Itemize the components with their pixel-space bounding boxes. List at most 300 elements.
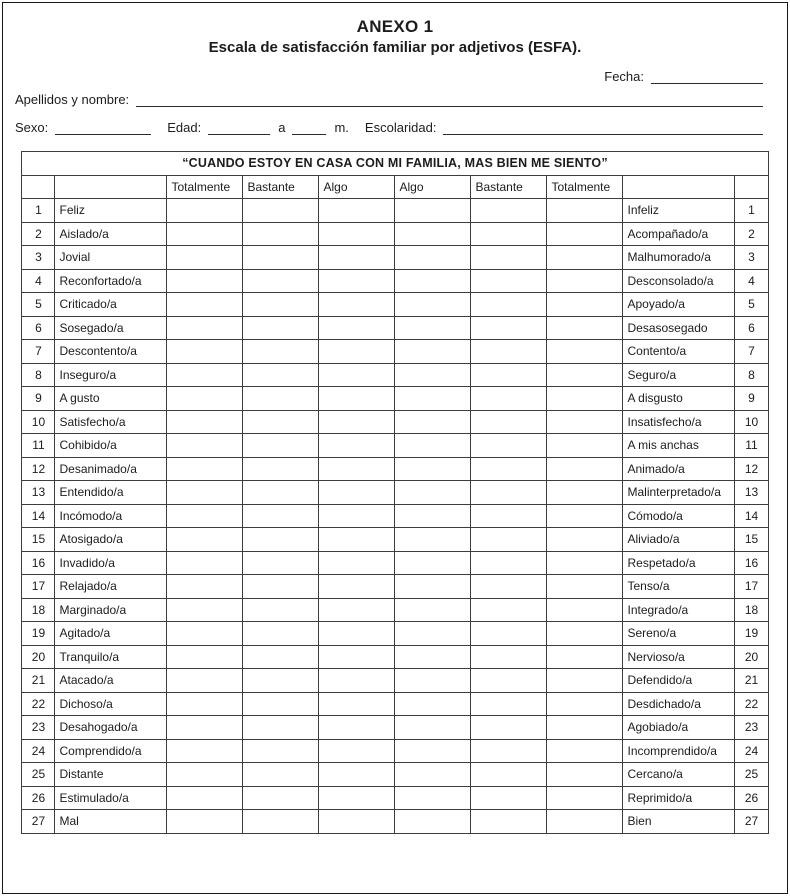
- rating-cell[interactable]: [471, 504, 547, 528]
- row-number-left: 15: [22, 528, 55, 552]
- adjective-right: Nervioso/a: [623, 645, 735, 669]
- rating-cell[interactable]: [243, 457, 319, 481]
- rating-cell[interactable]: [395, 246, 471, 270]
- scale-header-empty: [735, 175, 768, 199]
- row-number-right: 21: [735, 669, 768, 693]
- rating-cell[interactable]: [319, 363, 395, 387]
- adjective-left: Distante: [55, 763, 167, 787]
- rating-cell[interactable]: [395, 363, 471, 387]
- row-number-left: 25: [22, 763, 55, 787]
- adjective-left: Atosigado/a: [55, 528, 167, 552]
- rating-cell[interactable]: [167, 692, 243, 716]
- rating-cell[interactable]: [547, 669, 623, 693]
- row-number-left: 6: [22, 316, 55, 340]
- table-row: [22, 598, 768, 622]
- rating-cell[interactable]: [243, 622, 319, 646]
- rating-cell[interactable]: [471, 622, 547, 646]
- row-number-right: 3: [735, 246, 768, 270]
- rating-cell[interactable]: [471, 575, 547, 599]
- rating-cell[interactable]: [167, 551, 243, 575]
- rating-cell[interactable]: [547, 739, 623, 763]
- rating-cell[interactable]: [167, 645, 243, 669]
- rating-cell[interactable]: [547, 622, 623, 646]
- rating-cell[interactable]: [547, 716, 623, 740]
- scale-header-bastante-right: Bastante: [471, 175, 547, 199]
- rating-cell[interactable]: [471, 716, 547, 740]
- rating-cell[interactable]: [547, 269, 623, 293]
- rating-cell[interactable]: [395, 645, 471, 669]
- rating-cell[interactable]: [471, 316, 547, 340]
- table-row: [22, 434, 768, 458]
- rating-cell[interactable]: [471, 269, 547, 293]
- apellidos-field[interactable]: [136, 92, 763, 107]
- adjective-right: Desdichado/a: [623, 692, 735, 716]
- rating-cell[interactable]: [243, 246, 319, 270]
- rating-cell[interactable]: [547, 434, 623, 458]
- rating-cell[interactable]: [547, 645, 623, 669]
- fecha-row: [15, 69, 775, 84]
- rating-cell[interactable]: [395, 598, 471, 622]
- rating-cell[interactable]: [395, 504, 471, 528]
- rating-cell[interactable]: [471, 340, 547, 364]
- row-number-right: 4: [735, 269, 768, 293]
- row-number-right: 15: [735, 528, 768, 552]
- table-row: [22, 763, 768, 787]
- table-row: [22, 528, 768, 552]
- row-number-left: 21: [22, 669, 55, 693]
- rating-cell[interactable]: [243, 363, 319, 387]
- scale-header-empty: [55, 175, 167, 199]
- rating-cell[interactable]: [243, 316, 319, 340]
- scale-header-row: [22, 175, 768, 199]
- adjective-left: Reconfortado/a: [55, 269, 167, 293]
- rating-cell[interactable]: [395, 340, 471, 364]
- rating-cell[interactable]: [243, 481, 319, 505]
- adjective-right: Reprimido/a: [623, 786, 735, 810]
- adjective-left: Descontento/a: [55, 340, 167, 364]
- rating-cell[interactable]: [395, 669, 471, 693]
- row-number-left: 24: [22, 739, 55, 763]
- rating-cell[interactable]: [167, 363, 243, 387]
- row-number-left: 13: [22, 481, 55, 505]
- adjective-left: Desanimado/a: [55, 457, 167, 481]
- row-number-left: 11: [22, 434, 55, 458]
- rating-cell[interactable]: [319, 387, 395, 411]
- rating-cell[interactable]: [547, 692, 623, 716]
- adjective-left: Dichoso/a: [55, 692, 167, 716]
- rating-cell[interactable]: [547, 810, 623, 834]
- rating-cell[interactable]: [319, 645, 395, 669]
- rating-cell[interactable]: [547, 363, 623, 387]
- adjective-right: Incomprendido/a: [623, 739, 735, 763]
- edad-anios-field[interactable]: [208, 120, 270, 135]
- scale-header-algo-left: Algo: [319, 175, 395, 199]
- rating-cell[interactable]: [243, 739, 319, 763]
- adjective-left: Aislado/a: [55, 222, 167, 246]
- table-row: [22, 645, 768, 669]
- rating-cell[interactable]: [395, 692, 471, 716]
- table-title: “CUANDO ESTOY EN CASA CON MI FAMILIA, MAS BIEN ME SIENTO”: [22, 152, 768, 176]
- adjective-left: Criticado/a: [55, 293, 167, 317]
- rating-cell[interactable]: [243, 763, 319, 787]
- rating-cell[interactable]: [395, 786, 471, 810]
- document-page: [2, 2, 788, 894]
- rating-cell[interactable]: [167, 246, 243, 270]
- rating-cell[interactable]: [547, 504, 623, 528]
- adjective-left: Invadido/a: [55, 551, 167, 575]
- rating-cell[interactable]: [243, 598, 319, 622]
- rating-cell[interactable]: [167, 387, 243, 411]
- rating-cell[interactable]: [395, 269, 471, 293]
- rating-cell[interactable]: [547, 481, 623, 505]
- scale-header-totalmente-left: Totalmente: [167, 175, 243, 199]
- row-number-right: 14: [735, 504, 768, 528]
- rating-cell[interactable]: [547, 763, 623, 787]
- rating-cell[interactable]: [319, 810, 395, 834]
- rating-cell[interactable]: [471, 246, 547, 270]
- adjective-right: Agobiado/a: [623, 716, 735, 740]
- adjective-right: Malinterpretado/a: [623, 481, 735, 505]
- rating-cell[interactable]: [319, 692, 395, 716]
- row-number-right: 23: [735, 716, 768, 740]
- row-number-left: 10: [22, 410, 55, 434]
- rating-cell[interactable]: [319, 669, 395, 693]
- row-number-right: 25: [735, 763, 768, 787]
- rating-cell[interactable]: [319, 739, 395, 763]
- rating-cell[interactable]: [243, 504, 319, 528]
- rating-cell[interactable]: [547, 199, 623, 223]
- rating-cell[interactable]: [547, 222, 623, 246]
- fecha-label: Fecha:: [604, 69, 644, 84]
- adjective-left: Mal: [55, 810, 167, 834]
- rating-cell[interactable]: [471, 363, 547, 387]
- datos-row: [15, 120, 775, 135]
- rating-cell[interactable]: [243, 340, 319, 364]
- rating-cell[interactable]: [243, 810, 319, 834]
- rating-cell[interactable]: [319, 293, 395, 317]
- edad-meses-field[interactable]: [292, 120, 326, 135]
- rating-cell[interactable]: [167, 293, 243, 317]
- rating-cell[interactable]: [547, 575, 623, 599]
- rating-cell[interactable]: [167, 622, 243, 646]
- rating-cell[interactable]: [167, 316, 243, 340]
- rating-cell[interactable]: [243, 293, 319, 317]
- rating-cell[interactable]: [319, 222, 395, 246]
- table-body: [22, 199, 768, 834]
- rating-cell[interactable]: [319, 410, 395, 434]
- rating-cell[interactable]: [243, 786, 319, 810]
- adjective-left: A gusto: [55, 387, 167, 411]
- row-number-left: 20: [22, 645, 55, 669]
- rating-cell[interactable]: [167, 786, 243, 810]
- row-number-left: 17: [22, 575, 55, 599]
- rating-cell[interactable]: [319, 716, 395, 740]
- adjective-left: Incómodo/a: [55, 504, 167, 528]
- rating-cell[interactable]: [547, 340, 623, 364]
- rating-cell[interactable]: [471, 692, 547, 716]
- row-number-left: 27: [22, 810, 55, 834]
- row-number-right: 18: [735, 598, 768, 622]
- rating-cell[interactable]: [395, 763, 471, 787]
- adjective-right: Animado/a: [623, 457, 735, 481]
- rating-cell[interactable]: [319, 786, 395, 810]
- table-row: [22, 199, 768, 223]
- rating-cell[interactable]: [243, 645, 319, 669]
- rating-cell[interactable]: [395, 481, 471, 505]
- adjective-left: Comprendido/a: [55, 739, 167, 763]
- rating-cell[interactable]: [319, 622, 395, 646]
- row-number-right: 7: [735, 340, 768, 364]
- rating-cell[interactable]: [395, 387, 471, 411]
- table-row: [22, 387, 768, 411]
- rating-cell[interactable]: [243, 199, 319, 223]
- adjective-right: Tenso/a: [623, 575, 735, 599]
- rating-cell[interactable]: [395, 199, 471, 223]
- rating-cell[interactable]: [471, 481, 547, 505]
- adjective-right: A mis anchas: [623, 434, 735, 458]
- rating-cell[interactable]: [167, 716, 243, 740]
- rating-cell[interactable]: [395, 622, 471, 646]
- rating-cell[interactable]: [547, 598, 623, 622]
- table-row: [22, 504, 768, 528]
- rating-cell[interactable]: [167, 528, 243, 552]
- rating-cell[interactable]: [547, 551, 623, 575]
- escolaridad-label: Escolaridad:: [364, 120, 437, 135]
- table-row: [22, 575, 768, 599]
- scale-header-totalmente-right: Totalmente: [547, 175, 623, 199]
- rating-cell[interactable]: [319, 457, 395, 481]
- rating-cell[interactable]: [243, 387, 319, 411]
- row-number-left: 19: [22, 622, 55, 646]
- rating-cell[interactable]: [547, 316, 623, 340]
- rating-cell[interactable]: [395, 457, 471, 481]
- rating-cell[interactable]: [319, 316, 395, 340]
- row-number-right: 20: [735, 645, 768, 669]
- rating-cell[interactable]: [243, 551, 319, 575]
- adjective-left: Estimulado/a: [55, 786, 167, 810]
- rating-cell[interactable]: [243, 222, 319, 246]
- row-number-left: 18: [22, 598, 55, 622]
- adjective-right: A disgusto: [623, 387, 735, 411]
- apellidos-row: [15, 92, 775, 107]
- rating-cell[interactable]: [319, 504, 395, 528]
- table-row: [22, 739, 768, 763]
- table-row: [22, 316, 768, 340]
- row-number-left: 14: [22, 504, 55, 528]
- rating-cell[interactable]: [547, 246, 623, 270]
- adjective-left: Entendido/a: [55, 481, 167, 505]
- row-number-right: 24: [735, 739, 768, 763]
- rating-cell[interactable]: [243, 575, 319, 599]
- rating-cell[interactable]: [471, 645, 547, 669]
- adjective-left: Tranquilo/a: [55, 645, 167, 669]
- rating-cell[interactable]: [167, 269, 243, 293]
- apellidos-label: Apellidos y nombre:: [15, 92, 130, 107]
- rating-cell[interactable]: [547, 410, 623, 434]
- row-number-right: 26: [735, 786, 768, 810]
- table-row: [22, 457, 768, 481]
- rating-cell[interactable]: [395, 551, 471, 575]
- rating-cell[interactable]: [395, 410, 471, 434]
- table-title-row: [22, 152, 768, 176]
- table-row: [22, 363, 768, 387]
- row-number-left: 5: [22, 293, 55, 317]
- rating-cell[interactable]: [243, 434, 319, 458]
- rating-cell[interactable]: [167, 598, 243, 622]
- adjective-left: Feliz: [55, 199, 167, 223]
- rating-cell[interactable]: [395, 434, 471, 458]
- rating-cell[interactable]: [319, 246, 395, 270]
- adjective-left: Satisfecho/a: [55, 410, 167, 434]
- row-number-right: 11: [735, 434, 768, 458]
- rating-cell[interactable]: [471, 598, 547, 622]
- row-number-right: 2: [735, 222, 768, 246]
- table-row: [22, 481, 768, 505]
- row-number-right: 1: [735, 199, 768, 223]
- page-subtitle: Escala de satisfacción familiar por adjetivos (ESFA).: [208, 39, 582, 56]
- rating-cell[interactable]: [395, 222, 471, 246]
- rating-cell[interactable]: [471, 739, 547, 763]
- rating-cell[interactable]: [167, 481, 243, 505]
- rating-cell[interactable]: [395, 528, 471, 552]
- table-row: [22, 551, 768, 575]
- rating-cell[interactable]: [319, 575, 395, 599]
- adjective-right: Cercano/a: [623, 763, 735, 787]
- rating-cell[interactable]: [471, 434, 547, 458]
- row-number-left: 22: [22, 692, 55, 716]
- table-row: [22, 810, 768, 834]
- scale-header-bastante-left: Bastante: [243, 175, 319, 199]
- row-number-right: 10: [735, 410, 768, 434]
- adjective-right: Sereno/a: [623, 622, 735, 646]
- row-number-right: 19: [735, 622, 768, 646]
- scale-header-algo-right: Algo: [395, 175, 471, 199]
- row-number-right: 8: [735, 363, 768, 387]
- rating-cell[interactable]: [471, 293, 547, 317]
- row-number-right: 22: [735, 692, 768, 716]
- rating-cell[interactable]: [167, 504, 243, 528]
- rating-cell[interactable]: [547, 457, 623, 481]
- rating-cell[interactable]: [471, 786, 547, 810]
- table-row: [22, 716, 768, 740]
- rating-cell[interactable]: [395, 575, 471, 599]
- edad-meses-label: m.: [334, 120, 349, 135]
- sexo-label: Sexo:: [15, 120, 49, 135]
- row-number-right: 13: [735, 481, 768, 505]
- adjective-right: Seguro/a: [623, 363, 735, 387]
- rating-cell[interactable]: [319, 269, 395, 293]
- row-number-right: 12: [735, 457, 768, 481]
- rating-cell[interactable]: [319, 481, 395, 505]
- rating-cell[interactable]: [243, 669, 319, 693]
- rating-cell[interactable]: [243, 528, 319, 552]
- fecha-field[interactable]: [651, 69, 763, 84]
- rating-cell[interactable]: [395, 293, 471, 317]
- escolaridad-field[interactable]: [443, 120, 763, 135]
- rating-cell[interactable]: [319, 551, 395, 575]
- rating-cell[interactable]: [243, 410, 319, 434]
- rating-cell[interactable]: [471, 551, 547, 575]
- rating-cell[interactable]: [471, 763, 547, 787]
- row-number-left: 23: [22, 716, 55, 740]
- rating-cell[interactable]: [395, 716, 471, 740]
- table-row: [22, 622, 768, 646]
- rating-cell[interactable]: [167, 199, 243, 223]
- adjective-right: Integrado/a: [623, 598, 735, 622]
- rating-cell[interactable]: [167, 457, 243, 481]
- rating-cell[interactable]: [471, 528, 547, 552]
- adjective-right: Aliviado/a: [623, 528, 735, 552]
- rating-cell[interactable]: [395, 810, 471, 834]
- rating-cell[interactable]: [319, 598, 395, 622]
- rating-cell[interactable]: [319, 434, 395, 458]
- rating-cell[interactable]: [167, 810, 243, 834]
- rating-cell[interactable]: [167, 222, 243, 246]
- adjective-right: Acompañado/a: [623, 222, 735, 246]
- sexo-field[interactable]: [55, 120, 151, 135]
- row-number-left: 3: [22, 246, 55, 270]
- rating-cell[interactable]: [167, 340, 243, 364]
- rating-cell[interactable]: [471, 457, 547, 481]
- rating-cell[interactable]: [167, 434, 243, 458]
- adjective-left: Cohibido/a: [55, 434, 167, 458]
- rating-cell[interactable]: [547, 528, 623, 552]
- adjective-right: Infeliz: [623, 199, 735, 223]
- rating-cell[interactable]: [319, 528, 395, 552]
- rating-cell[interactable]: [167, 669, 243, 693]
- rating-cell[interactable]: [471, 669, 547, 693]
- rating-cell[interactable]: [243, 692, 319, 716]
- rating-cell[interactable]: [243, 269, 319, 293]
- table-row: [22, 293, 768, 317]
- adjective-left: Desahogado/a: [55, 716, 167, 740]
- rating-cell[interactable]: [243, 716, 319, 740]
- rating-cell[interactable]: [319, 763, 395, 787]
- rating-cell[interactable]: [319, 340, 395, 364]
- row-number-right: 27: [735, 810, 768, 834]
- adjective-right: Desconsolado/a: [623, 269, 735, 293]
- rating-cell[interactable]: [547, 293, 623, 317]
- rating-cell[interactable]: [167, 575, 243, 599]
- rating-cell[interactable]: [471, 810, 547, 834]
- rating-cell[interactable]: [471, 410, 547, 434]
- adjective-left: Inseguro/a: [55, 363, 167, 387]
- rating-cell[interactable]: [547, 387, 623, 411]
- table-row: [22, 269, 768, 293]
- adjective-left: Agitado/a: [55, 622, 167, 646]
- rating-cell[interactable]: [471, 222, 547, 246]
- rating-cell[interactable]: [471, 387, 547, 411]
- row-number-right: 6: [735, 316, 768, 340]
- row-number-left: 2: [22, 222, 55, 246]
- rating-cell[interactable]: [167, 410, 243, 434]
- table-row: [22, 340, 768, 364]
- edad-anios-label: a: [278, 120, 286, 135]
- row-number-left: 12: [22, 457, 55, 481]
- rating-cell[interactable]: [547, 786, 623, 810]
- rating-cell[interactable]: [471, 199, 547, 223]
- rating-cell[interactable]: [167, 763, 243, 787]
- row-number-right: 16: [735, 551, 768, 575]
- rating-cell[interactable]: [395, 316, 471, 340]
- rating-cell[interactable]: [167, 739, 243, 763]
- adjective-right: Desasosegado: [623, 316, 735, 340]
- rating-cell[interactable]: [319, 199, 395, 223]
- row-number-left: 26: [22, 786, 55, 810]
- adjective-left: Atacado/a: [55, 669, 167, 693]
- rating-cell[interactable]: [395, 739, 471, 763]
- adjective-right: Apoyado/a: [623, 293, 735, 317]
